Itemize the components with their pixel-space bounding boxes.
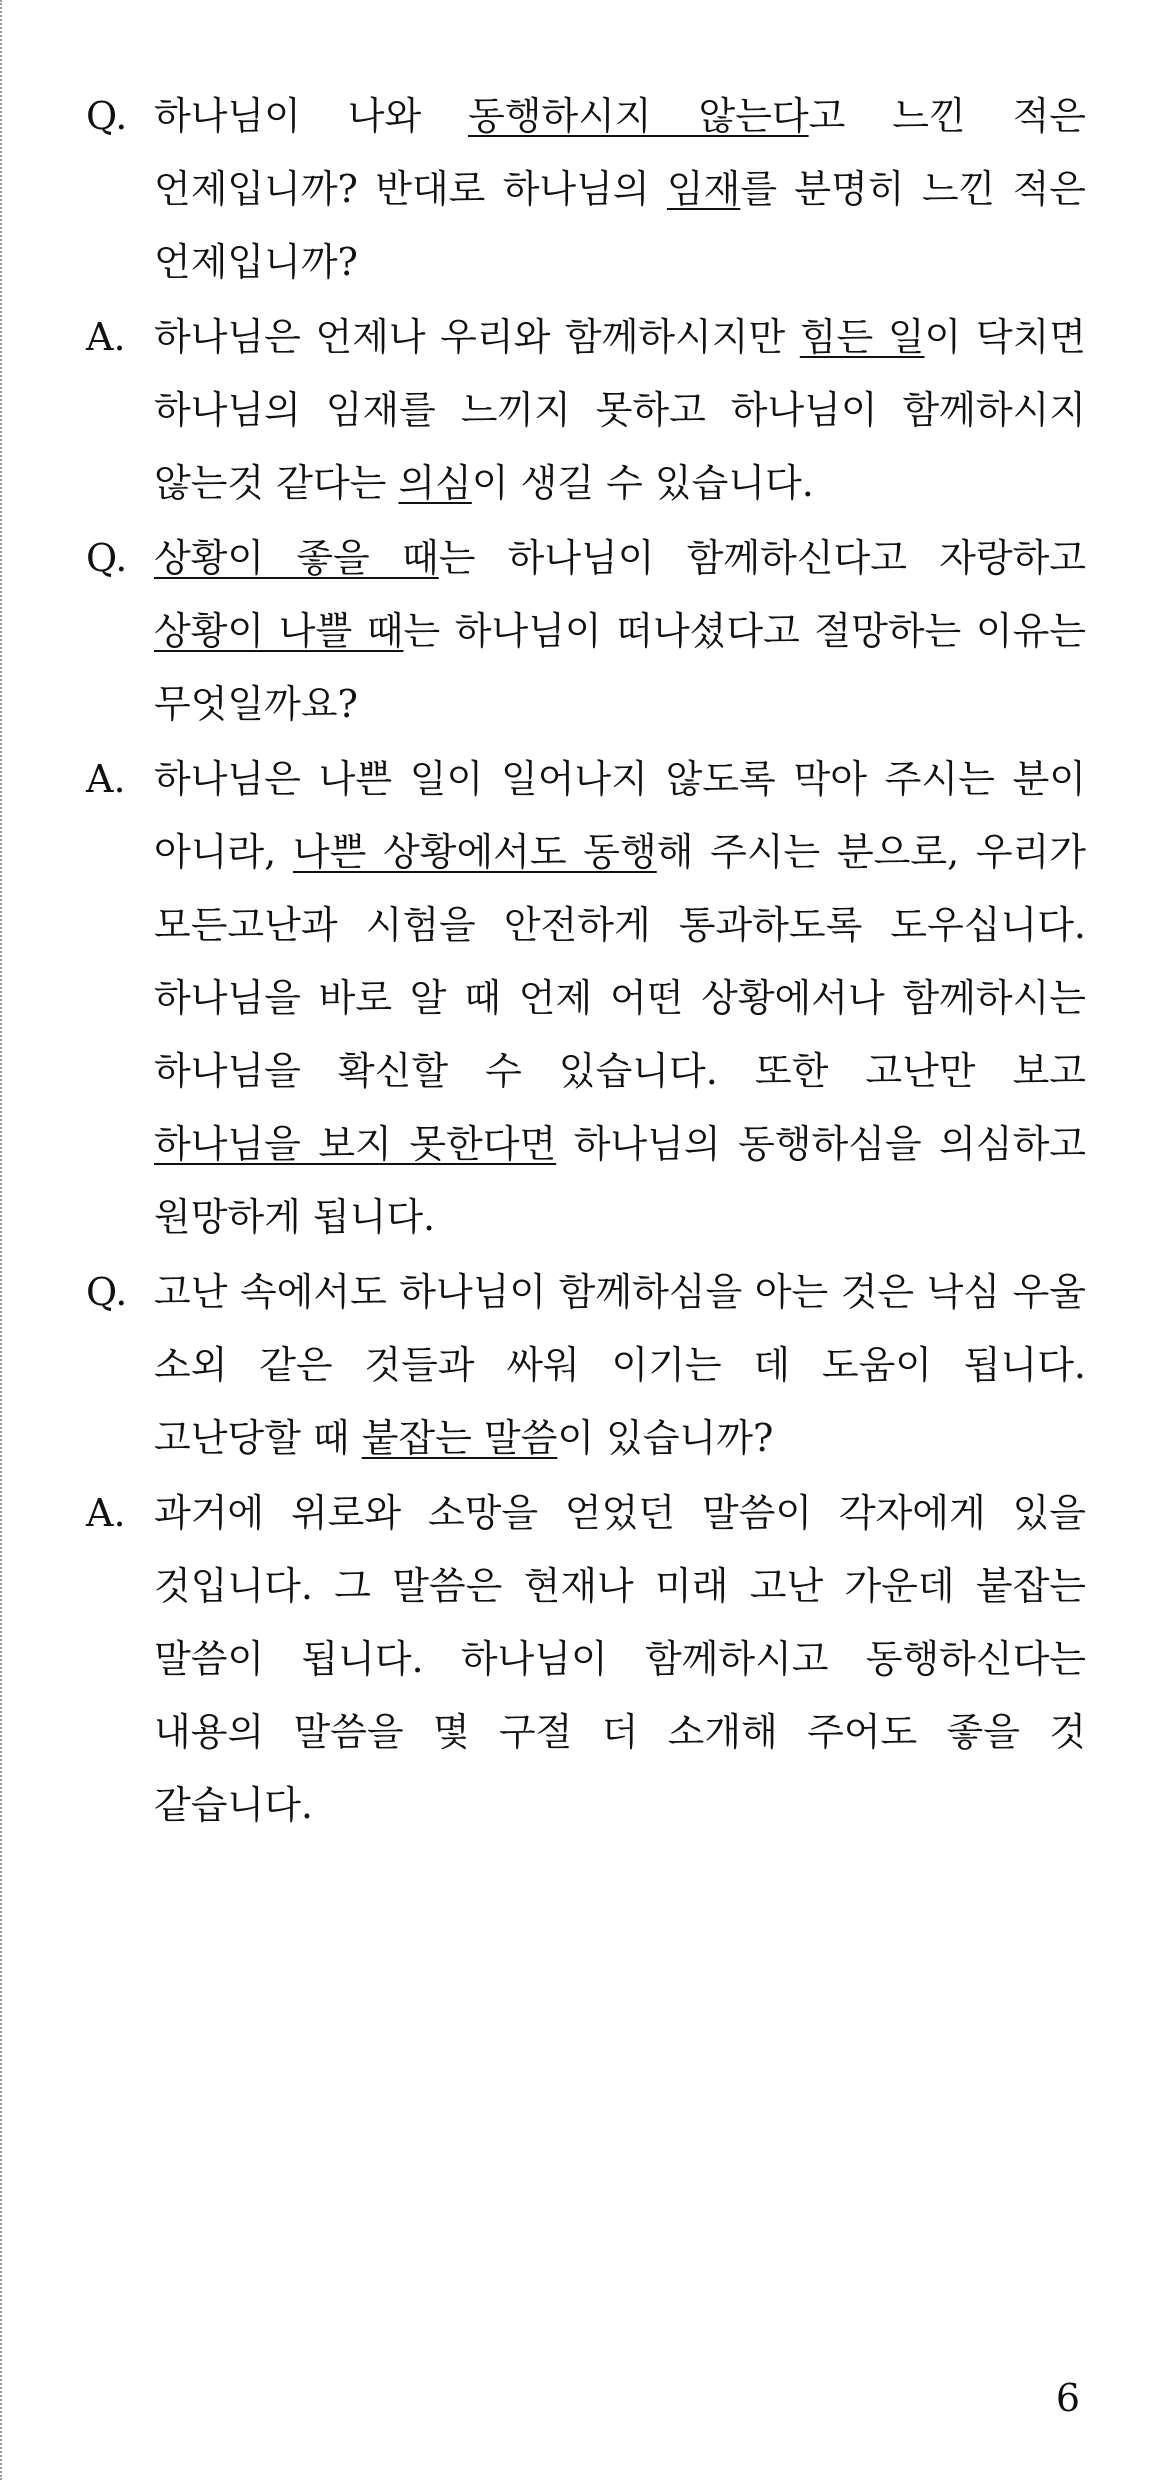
text-run: 이 있습니까? <box>557 1416 774 1460</box>
page-left-edge <box>0 0 2 2480</box>
answer-item <box>86 1477 1086 1842</box>
underlined-phrase: 상황이 나쁠 때 <box>154 609 404 653</box>
underlined-phrase: 의심 <box>398 461 472 505</box>
question-label: Q. <box>86 536 128 580</box>
text-run: 는 하나님이 떠나셨다고 절망하는 이유는 무엇일까요? <box>154 609 1086 726</box>
text-run: 이 생길 수 있습니다. <box>471 461 814 505</box>
answer-item <box>86 301 1086 520</box>
text-run: 과거에 위로와 소망을 얻었던 말씀이 각자에게 있을 것입니다. 그 말씀은 현재나 미래 고난 가운데 붙잡는 말씀이 됩니다. 하나님이 함께하시고 동행하신다는 내용의 말씀을 몇 구절 더 소개해 주어도 좋을 것 같습니다. <box>154 1491 1086 1827</box>
answer-text <box>154 1477 1086 1842</box>
underlined-phrase: 하나님을 보지 못한다면 <box>154 1122 557 1166</box>
text-run: 이 닥치면 하나님의 임재를 느끼지 못하고 하나님이 함께하시지 않는것 같다는 <box>154 315 1086 505</box>
answer-item <box>86 743 1086 1254</box>
question-label: Q. <box>86 1270 128 1314</box>
question-label: Q. <box>86 94 128 138</box>
underlined-phrase: 동행하시지 않는다 <box>468 94 809 138</box>
question-text <box>154 80 1086 299</box>
answer-label: A. <box>86 1491 126 1535</box>
answer-label: A. <box>86 315 126 359</box>
answer-text <box>154 743 1086 1254</box>
question-item <box>86 80 1086 299</box>
text-run: 고 느낀 적은 언제입니까? 반대로 하나님의 <box>154 94 1086 211</box>
underlined-phrase: 상황이 좋을 때 <box>154 536 439 580</box>
text-run: 하나님은 나쁜 일이 일어나지 않도록 막아 주시는 분이 아니라, <box>154 757 1086 874</box>
text-run: 해 주시는 분으로, 우리가 모든고난과 시험을 안전하게 통과하도록 도우십니다. 하나님을 바로 알 때 언제 어떤 상황에서나 함께하시는 하나님을 확신할 수 있습니다. 또한 고난만 보고 <box>154 830 1086 1093</box>
underlined-phrase: 힘든 일 <box>799 315 925 359</box>
text-run: 는 하나님이 함께하신다고 자랑하고 <box>438 536 1086 580</box>
underlined-phrase: 임재 <box>666 167 741 211</box>
text-run: 하나님의 동행하심을 의심하고 원망하게 됩니다. <box>154 1122 1086 1239</box>
underlined-phrase: 나쁜 상황에서도 동행 <box>292 830 657 874</box>
underlined-phrase: 붙잡는 말씀 <box>361 1416 558 1460</box>
text-run: 하나님은 언제나 우리와 함께하시지만 <box>154 315 800 359</box>
answer-text <box>154 301 1086 520</box>
question-text <box>154 1256 1086 1475</box>
page-number: 6 <box>1055 2376 1080 2420</box>
qa-list <box>86 80 1086 1844</box>
answer-label: A. <box>86 757 126 801</box>
text-run: 를 분명히 느낀 적은 언제입니까? <box>154 167 1086 284</box>
text-run: 하나님이 나와 <box>154 94 469 138</box>
question-item <box>86 522 1086 741</box>
question-text <box>154 522 1086 741</box>
text-run: 고난 속에서도 하나님이 함께하심을 아는 것은 낙심 우울 소외 같은 것들과 싸워 이기는 데 도움이 됩니다. 고난당할 때 <box>154 1270 1086 1460</box>
question-item <box>86 1256 1086 1475</box>
